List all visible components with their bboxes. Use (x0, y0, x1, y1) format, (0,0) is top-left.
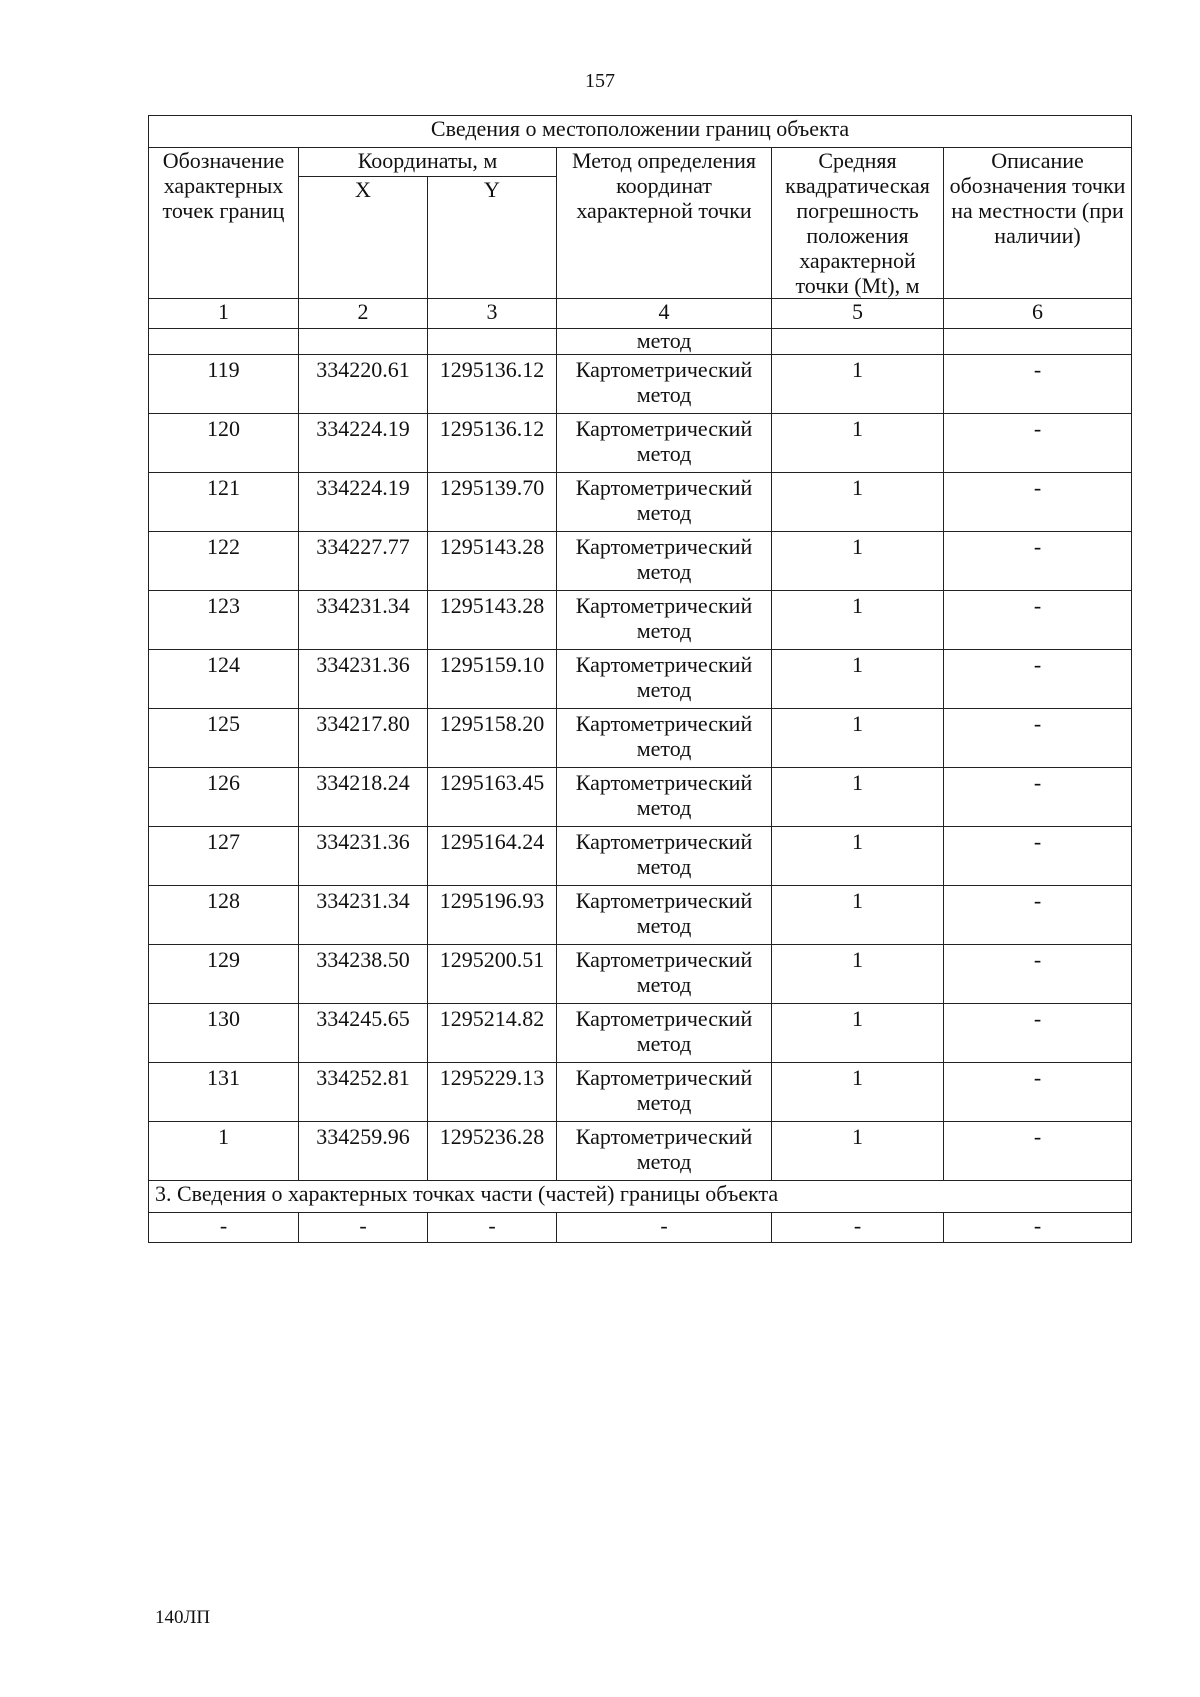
cell-empty (944, 329, 1132, 355)
boundary-coordinates-table (148, 115, 1132, 1243)
cell-x: 334252.81 (299, 1063, 428, 1122)
cell-error: 1 (772, 768, 944, 827)
column-number: 3 (428, 299, 557, 329)
column-number: 2 (299, 299, 428, 329)
header-y: Y (428, 177, 557, 299)
cell-description: - (944, 1063, 1132, 1122)
table-row (149, 1004, 1132, 1063)
cell-point: 127 (149, 827, 299, 886)
section3-cell: - (772, 1213, 944, 1243)
cell-y: 1295164.24 (428, 827, 557, 886)
table-row (149, 945, 1132, 1004)
cell-method: Картометрический метод (557, 1063, 772, 1122)
cell-point: 125 (149, 709, 299, 768)
column-number: 4 (557, 299, 772, 329)
cell-y: 1295143.28 (428, 591, 557, 650)
table-row (149, 473, 1132, 532)
section3-title: 3. Сведения о характерных точках части (частей) границы объекта (149, 1181, 1132, 1213)
table-row (149, 532, 1132, 591)
cell-x: 334217.80 (299, 709, 428, 768)
continuation-method: метод (557, 329, 772, 355)
cell-method: Картометрический метод (557, 591, 772, 650)
header-coordinates: Координаты, м (299, 148, 557, 177)
cell-y: 1295196.93 (428, 886, 557, 945)
cell-x: 334220.61 (299, 355, 428, 414)
table-row (149, 886, 1132, 945)
header-method: Метод определения координат характерной точки (557, 148, 772, 299)
cell-method: Картометрический метод (557, 473, 772, 532)
table-title: Сведения о местоположении границ объекта (149, 116, 1132, 148)
cell-method: Картометрический метод (557, 945, 772, 1004)
table-row (149, 709, 1132, 768)
cell-point: 131 (149, 1063, 299, 1122)
cell-empty (299, 329, 428, 355)
cell-method: Картометрический метод (557, 886, 772, 945)
section3-cell: - (428, 1213, 557, 1243)
cell-error: 1 (772, 532, 944, 591)
continuation-row (149, 329, 1132, 355)
cell-error: 1 (772, 414, 944, 473)
document-code: 140ЛП (155, 1607, 211, 1628)
header-description: Описание обозначения точки на местности (при наличии) (944, 148, 1132, 299)
cell-error: 1 (772, 650, 944, 709)
section3-cell: - (944, 1213, 1132, 1243)
cell-y: 1295214.82 (428, 1004, 557, 1063)
table-row (149, 768, 1132, 827)
cell-method: Картометрический метод (557, 827, 772, 886)
cell-description: - (944, 1122, 1132, 1181)
header-point: Обозначение характерных точек границ (149, 148, 299, 299)
cell-error: 1 (772, 1122, 944, 1181)
cell-x: 334231.34 (299, 591, 428, 650)
cell-x: 334231.36 (299, 650, 428, 709)
cell-x: 334224.19 (299, 414, 428, 473)
cell-error: 1 (772, 1063, 944, 1122)
cell-y: 1295159.10 (428, 650, 557, 709)
table-row (149, 414, 1132, 473)
cell-x: 334227.77 (299, 532, 428, 591)
cell-x: 334231.34 (299, 886, 428, 945)
cell-point: 123 (149, 591, 299, 650)
table-row (149, 355, 1132, 414)
cell-y: 1295236.28 (428, 1122, 557, 1181)
cell-y: 1295136.12 (428, 414, 557, 473)
cell-method: Картометрический метод (557, 414, 772, 473)
column-number: 6 (944, 299, 1132, 329)
column-number: 1 (149, 299, 299, 329)
cell-x: 334218.24 (299, 768, 428, 827)
table-row (149, 827, 1132, 886)
cell-description: - (944, 355, 1132, 414)
cell-description: - (944, 591, 1132, 650)
cell-point: 121 (149, 473, 299, 532)
cell-description: - (944, 473, 1132, 532)
header-x: X (299, 177, 428, 299)
cell-point: 124 (149, 650, 299, 709)
cell-y: 1295229.13 (428, 1063, 557, 1122)
cell-description: - (944, 886, 1132, 945)
cell-description: - (944, 945, 1132, 1004)
cell-method: Картометрический метод (557, 709, 772, 768)
cell-point: 126 (149, 768, 299, 827)
cell-error: 1 (772, 591, 944, 650)
cell-point: 119 (149, 355, 299, 414)
cell-point: 1 (149, 1122, 299, 1181)
cell-description: - (944, 650, 1132, 709)
cell-error: 1 (772, 1004, 944, 1063)
cell-description: - (944, 1004, 1132, 1063)
cell-y: 1295136.12 (428, 355, 557, 414)
cell-description: - (944, 532, 1132, 591)
cell-description: - (944, 768, 1132, 827)
cell-empty (149, 329, 299, 355)
cell-description: - (944, 827, 1132, 886)
cell-point: 130 (149, 1004, 299, 1063)
cell-y: 1295163.45 (428, 768, 557, 827)
section3-cell: - (149, 1213, 299, 1243)
cell-x: 334224.19 (299, 473, 428, 532)
cell-point: 120 (149, 414, 299, 473)
table-row (149, 1122, 1132, 1181)
cell-y: 1295139.70 (428, 473, 557, 532)
cell-y: 1295143.28 (428, 532, 557, 591)
cell-method: Картометрический метод (557, 355, 772, 414)
cell-description: - (944, 414, 1132, 473)
table-row (149, 591, 1132, 650)
cell-empty (428, 329, 557, 355)
cell-x: 334238.50 (299, 945, 428, 1004)
section3-row (149, 1213, 1132, 1243)
cell-method: Картометрический метод (557, 1004, 772, 1063)
cell-error: 1 (772, 473, 944, 532)
cell-error: 1 (772, 355, 944, 414)
cell-x: 334231.36 (299, 827, 428, 886)
cell-error: 1 (772, 945, 944, 1004)
cell-method: Картометрический метод (557, 650, 772, 709)
cell-y: 1295158.20 (428, 709, 557, 768)
column-number: 5 (772, 299, 944, 329)
cell-empty (772, 329, 944, 355)
cell-x: 334259.96 (299, 1122, 428, 1181)
cell-error: 1 (772, 827, 944, 886)
section3-cell: - (299, 1213, 428, 1243)
cell-method: Картометрический метод (557, 532, 772, 591)
table-row (149, 650, 1132, 709)
cell-point: 122 (149, 532, 299, 591)
table-row (149, 1063, 1132, 1122)
cell-y: 1295200.51 (428, 945, 557, 1004)
cell-x: 334245.65 (299, 1004, 428, 1063)
cell-error: 1 (772, 709, 944, 768)
cell-point: 128 (149, 886, 299, 945)
cell-description: - (944, 709, 1132, 768)
cell-point: 129 (149, 945, 299, 1004)
page-number: 157 (585, 70, 615, 92)
cell-method: Картометрический метод (557, 1122, 772, 1181)
section3-cell: - (557, 1213, 772, 1243)
cell-error: 1 (772, 886, 944, 945)
cell-method: Картометрический метод (557, 768, 772, 827)
header-error: Средняя квадратическая погрешность положения характерной точки (Mt), м (772, 148, 944, 299)
